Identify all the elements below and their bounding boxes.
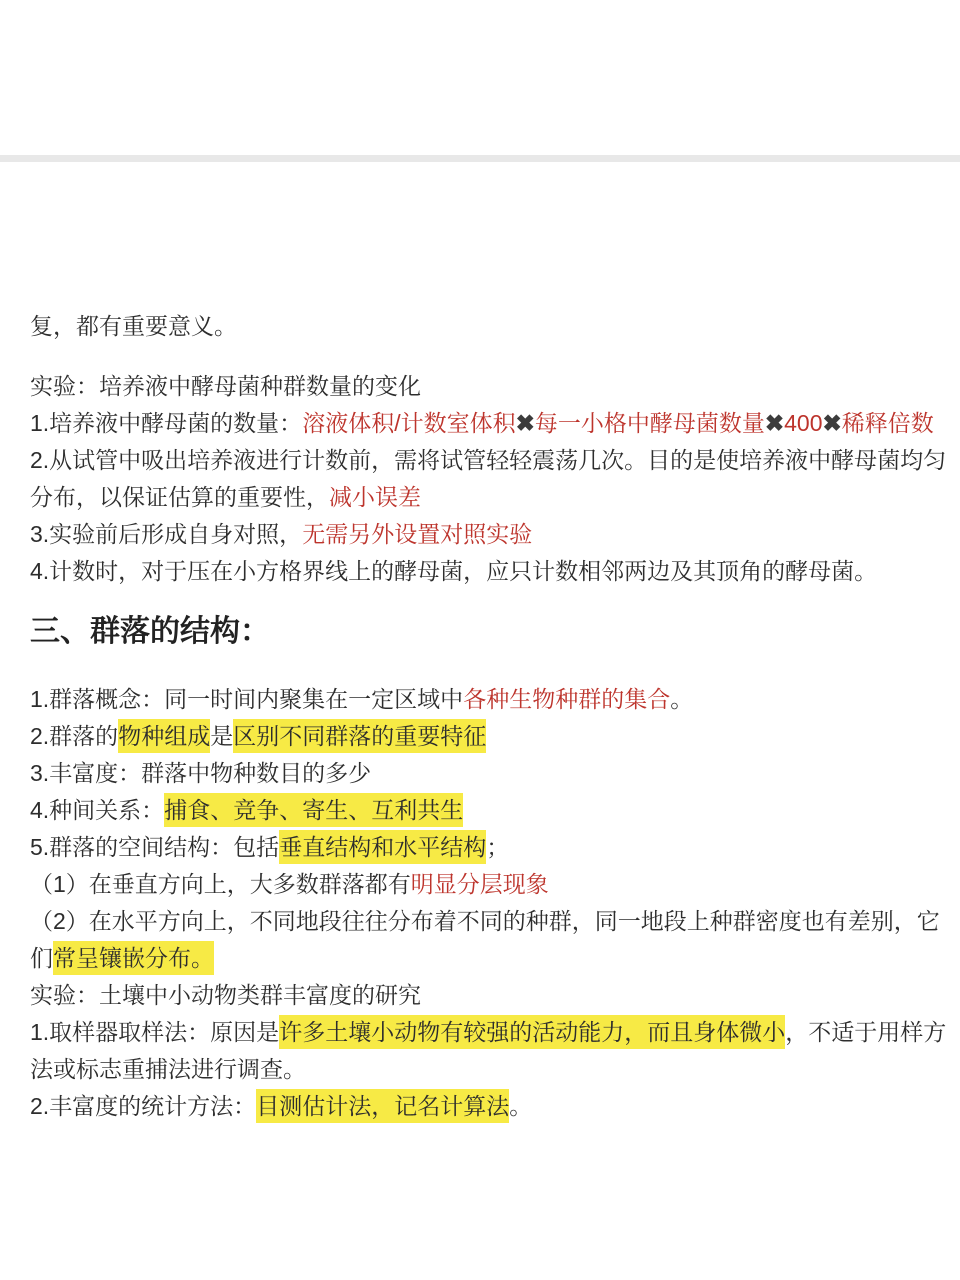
text-segment: 是	[210, 723, 234, 749]
text-segment: 。	[509, 1093, 533, 1119]
paragraph	[30, 368, 956, 405]
paragraph	[30, 977, 956, 1014]
paragraph	[30, 718, 956, 755]
text-segment: 2.丰富度的统计方法：	[30, 1093, 257, 1119]
multiply-icon: ✖	[515, 410, 535, 436]
red-emphasis-text: 溶液体积/计数室体积	[302, 410, 516, 436]
text-segment: ；	[486, 834, 510, 860]
highlighted-text: 垂直结构和水平结构	[279, 830, 486, 864]
text-segment: 1.取样器取样法：原因是	[30, 1019, 280, 1045]
red-emphasis-text: 减小误差	[329, 484, 421, 510]
red-emphasis-text: 400	[784, 410, 823, 436]
text-segment: 1.群落概念：同一时间内聚集在一定区域中	[30, 686, 464, 712]
text-segment: ，不适于用样方法或标志重捕法进行调查。	[30, 1019, 947, 1082]
text-segment: 实验：土壤中小动物类群丰富度的研究	[30, 982, 421, 1008]
text-segment: 1.培养液中酵母菌的数量：	[30, 410, 303, 436]
highlighted-text: 许多土壤小动物有较强的活动能力，而且身体微小	[279, 1015, 785, 1049]
highlighted-text: 常呈镶嵌分布。	[53, 941, 214, 975]
highlighted-text: 区别不同群落的重要特征	[233, 719, 486, 753]
text-segment: 2.从试管中吸出培养液进行计数前，需将试管轻轻震荡几次。目的是使培养液中酵母菌均匀分布，以保证估算的重要性，	[30, 447, 947, 510]
paragraph	[30, 442, 956, 516]
paragraph	[30, 1088, 956, 1125]
paragraph	[30, 755, 956, 792]
paragraph	[30, 1014, 956, 1088]
text-segment: 3.实验前后形成自身对照，	[30, 521, 303, 547]
page-top-divider	[0, 155, 960, 162]
text-segment: 4.计数时，对于压在小方格界线上的酵母菌，应只计数相邻两边及其顶角的酵母菌。	[30, 558, 878, 584]
text-segment: （1）在垂直方向上，大多数群落都有	[30, 871, 411, 897]
text-segment: 4.种间关系：	[30, 797, 165, 823]
paragraph	[30, 866, 956, 903]
text-segment: 3.丰富度：群落中物种数目的多少	[30, 760, 372, 786]
multiply-icon: ✖	[822, 410, 842, 436]
paragraph	[30, 405, 956, 442]
paragraph	[30, 903, 956, 977]
red-emphasis-text: 各种生物种群的集合	[463, 686, 671, 712]
text-segment: 5.群落的空间结构：包括	[30, 834, 280, 860]
text-segment: 。	[670, 686, 694, 712]
red-emphasis-text: 稀释倍数	[841, 410, 934, 436]
highlighted-text: 目测估计法，记名计算法	[256, 1089, 509, 1123]
text-segment: 复，都有重要意义。	[30, 313, 237, 339]
red-emphasis-text: 无需另外设置对照实验	[302, 521, 533, 547]
red-emphasis-text: 每一小格中酵母菌数量	[534, 410, 765, 436]
paragraph	[30, 516, 956, 553]
paragraph	[30, 553, 956, 590]
section-heading	[30, 608, 956, 656]
notes-content	[30, 308, 956, 1125]
paragraph	[30, 829, 956, 866]
paragraph	[30, 681, 956, 718]
paragraph	[30, 792, 956, 829]
text-segment: 三、群落的结构：	[30, 615, 270, 648]
paragraph	[30, 308, 956, 345]
highlighted-text: 捕食、竞争、寄生、互利共生	[164, 793, 463, 827]
paragraph-gap	[30, 345, 956, 368]
text-segment: （2）在水平方向上，不同地段往往分布着不同的种群，同一地段上种群密度也有差别，它们	[30, 908, 940, 971]
text-segment: 2.群落的	[30, 723, 119, 749]
red-emphasis-text: 明显分层现象	[410, 871, 549, 897]
highlighted-text: 物种组成	[118, 719, 210, 753]
text-segment: 实验：培养液中酵母菌种群数量的变化	[30, 373, 421, 399]
multiply-icon: ✖	[764, 410, 785, 436]
